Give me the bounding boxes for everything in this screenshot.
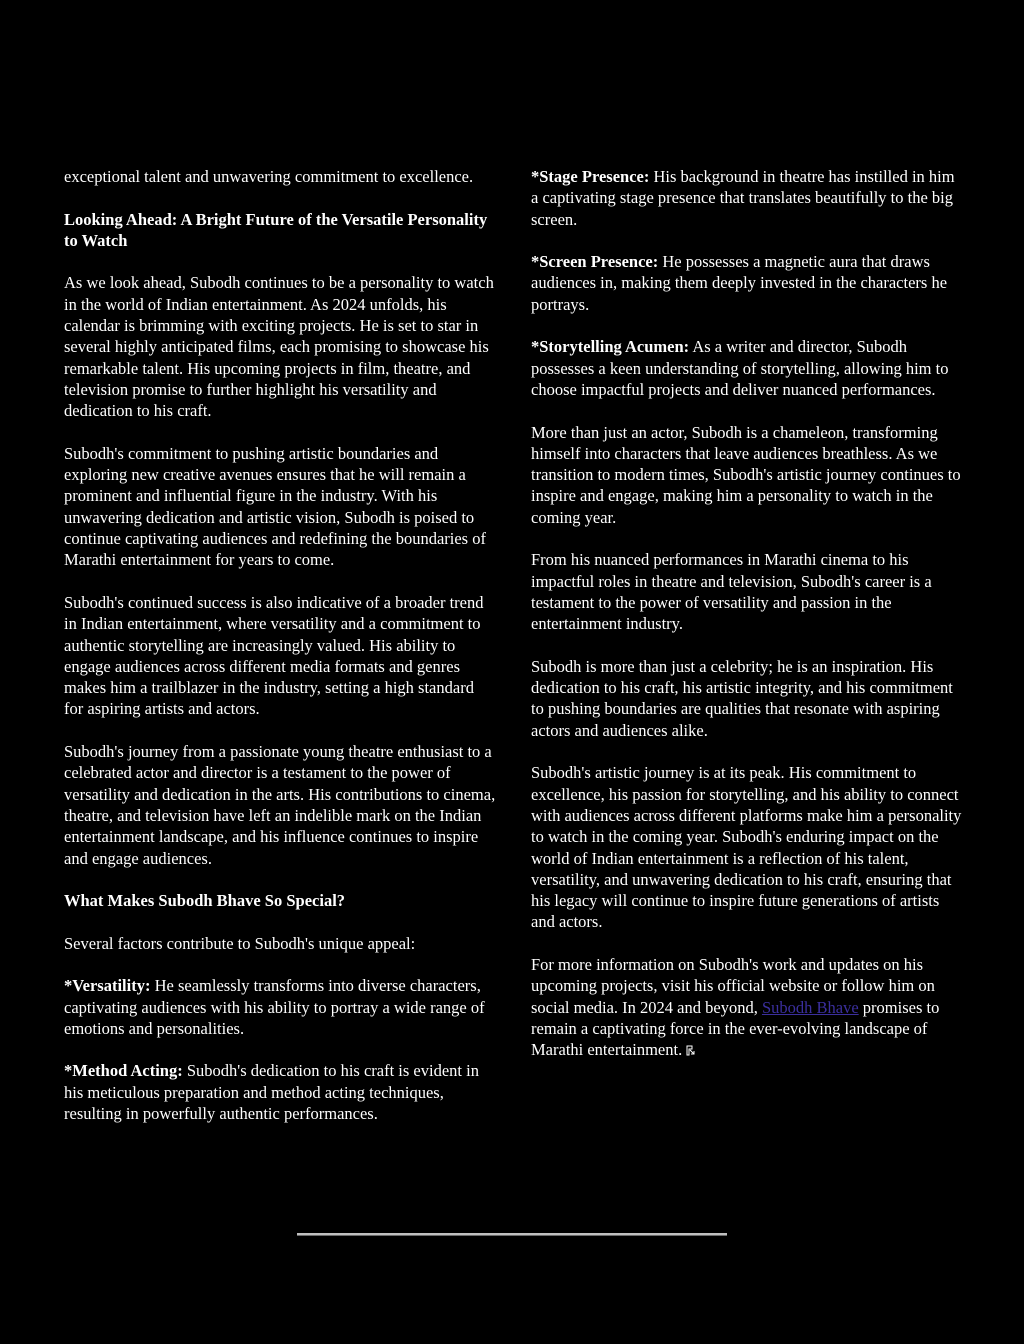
item-text: He seamlessly transforms into diverse characters, captivating audiences with his ability to portray a wide range of emotions and personalities.	[64, 976, 485, 1038]
closing-paragraph	[531, 954, 963, 1060]
item-text: His background in theatre has instilled in him a captivating stage presence that translates beautifully to the big screen.	[531, 167, 955, 229]
list-item-storytelling-acumen	[531, 336, 963, 400]
item-text: Subodh's dedication to his craft is evident in his meticulous preparation and method acting techniques, resulting in powerfully authentic performances.	[64, 1061, 479, 1124]
list-item-versatility	[64, 975, 496, 1039]
paragraph: Subodh is more than just a celebrity; he is an inspiration. His dedication to his craft, his artistic integrity, and his commitment to pushing boundaries are qualities that resonate with aspiring actors and audiences alike.	[531, 656, 953, 740]
item-text: He possesses a magnetic aura that draws audiences in, making them deeply invested in the characters he portrays.	[531, 252, 948, 314]
section-heading-what-makes-special: What Makes Subodh Bhave So Special?	[64, 891, 346, 911]
item-label: *Stage Presence:	[531, 167, 650, 186]
list-item-stage-presence	[531, 166, 963, 230]
paragraph: Subodh's continued success is also indicative of a broader trend in Indian entertainment, where versatility and a commitment to authentic storytelling are increasingly valued. His ability to engage audiences across different media formats and genres makes him a trailblazer in the industry, setting a high standard for aspiring artists and actors.	[64, 592, 484, 719]
external-link-icon[interactable]	[686, 1045, 695, 1056]
horizontal-divider	[297, 1233, 727, 1236]
item-text: As a writer and director, Subodh possesses a keen understanding of storytelling, allowing him to choose impactful projects and deliver nuanced performances.	[531, 337, 949, 399]
item-label: *Screen Presence:	[531, 252, 659, 272]
paragraph: As we look ahead, Subodh continues to be a personality to watch in the world of Indian entertainment. As 2024 unfolds, his calendar is brimming with exciting projects. He is set to star in several highly anticipated films, each promising to showcase his remarkable talent. His upcoming projects in film, theatre, and television promise to further highlight his versatility and dedication to his craft.	[64, 273, 494, 421]
closing-text-after: promises to remain a captivating force in the ever-evolving landscape of Marathi entertainment.	[531, 997, 940, 1060]
item-label: *Versatility:	[64, 976, 151, 996]
list-item-method-acting	[64, 1060, 496, 1124]
paragraph: Subodh's journey from a passionate young theatre enthusiast to a celebrated actor and director is a testament to the power of versatility and dedication in the arts. His contributions to cinema, theatre, and television have left an indelible mark on the Indian entertainment landscape, and his influence continues to inspire and engage audiences.	[64, 742, 496, 868]
section-heading-looking-ahead: Looking Ahead: A Bright Future of the Versatile Personality to Watch	[64, 209, 488, 250]
paragraph: More than just an actor, Subodh is a chameleon, transforming himself into characters that leave audiences breathless. As we transition to modern times, Subodh's artistic journey continues to inspire and engage, making him a personality to watch in the coming year.	[531, 422, 961, 527]
paragraph: Several factors contribute to Subodh's unique appeal:	[64, 933, 416, 953]
paragraph: exceptional talent and unwavering commitment to excellence.	[64, 167, 474, 186]
list-item-screen-presence	[531, 251, 963, 315]
closing-text-before: For more information on Subodh's work and updates on his upcoming projects, visit his official website or follow him on social media. In 2024 and beyond,	[531, 954, 935, 1017]
article-column-left	[64, 166, 496, 1146]
paragraph: Subodh's artistic journey is at its peak. His commitment to excellence, his passion for storytelling, and his ability to connect with audiences across different platforms make him a personality to watch in the coming year. Subodh's enduring impact on the world of Indian entertainment is a reflection of his talent, versatility, and unwavering dedication to his craft, ensuring that his legacy will continue to inspire future generations of artists and actors.	[531, 763, 962, 932]
subodh-bhave-link[interactable]: Subodh Bhave	[761, 997, 859, 1017]
article-column-right	[531, 166, 963, 1082]
item-label: *Storytelling Acumen:	[531, 337, 690, 357]
item-label: *Method Acting:	[64, 1061, 183, 1081]
paragraph: From his nuanced performances in Marathi cinema to his impactful roles in theatre and television, Subodh's career is a testament to the power of versatility and passion in the entertainment industry.	[531, 550, 932, 634]
paragraph: Subodh's commitment to pushing artistic boundaries and exploring new creative avenues ensures that he will remain a prominent and influential figure in the industry. With his unwavering dedication and artistic vision, Subodh is poised to continue captivating audiences and redefining the boundaries of Marathi entertainment for years to come.	[64, 443, 486, 570]
